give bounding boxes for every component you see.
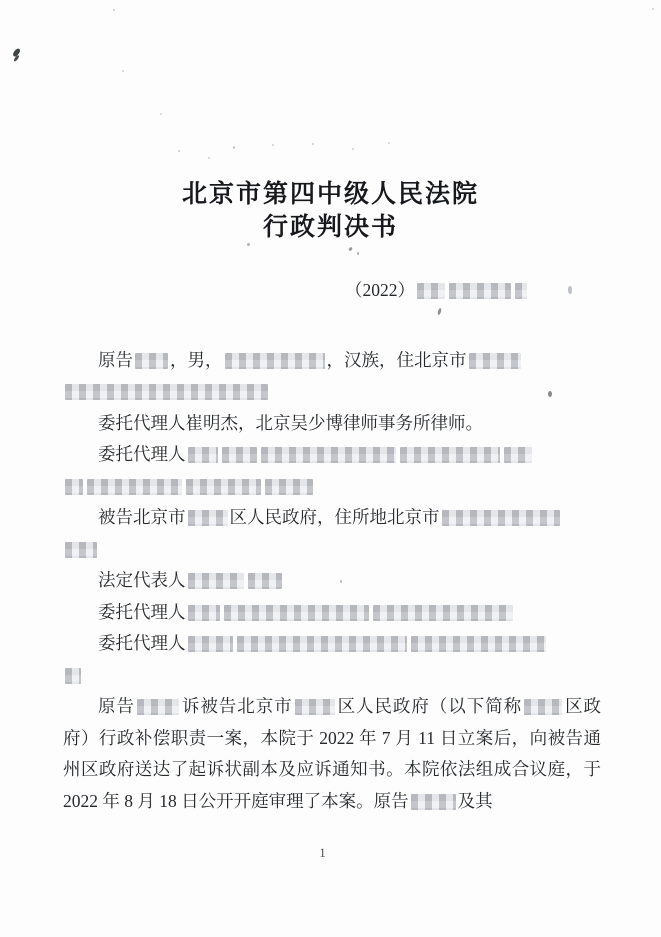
document-body (63, 275, 601, 817)
text-segment: ，汉族，住北京市 (326, 349, 467, 370)
text-segment: 及其 (457, 790, 493, 811)
redacted-text (261, 447, 396, 463)
scan-speckle (272, 144, 274, 146)
document-type: 行政判决书 (262, 214, 398, 241)
redacted-text (295, 699, 335, 715)
redacted-text (87, 479, 182, 495)
document-header (0, 0, 661, 244)
scan-speckle (178, 150, 180, 152)
scan-speckle (340, 580, 342, 583)
paragraph-plaintiff-agent-2 (63, 439, 601, 502)
redacted-text (524, 699, 562, 715)
redacted-text (186, 479, 261, 495)
text-segment: 原告 (98, 696, 135, 716)
redacted-text (65, 668, 81, 684)
paragraph-plaintiff-agent-1 (63, 408, 601, 440)
paragraph-plaintiff (63, 345, 601, 408)
text-segment: ，男， (170, 349, 223, 370)
text-segment: 委托代理人 (98, 633, 186, 653)
text-segment: 法定代表人 (98, 570, 186, 590)
scan-speckle (233, 146, 235, 149)
redacted-text (188, 510, 228, 526)
redacted-text (65, 479, 83, 495)
scan-speckle (247, 243, 250, 246)
redacted-text (65, 542, 97, 558)
text-segment: 诉被告北京市 (180, 696, 293, 716)
scan-speckle (113, 9, 115, 11)
scan-speckle (548, 391, 552, 397)
redacted-text (400, 447, 500, 463)
redacted-text (442, 510, 560, 526)
redacted-text (137, 699, 179, 715)
text-segment: 原告 (98, 349, 133, 370)
scan-speckle (208, 157, 210, 159)
scan-speckle (352, 148, 354, 150)
text-segment: （2022） (345, 280, 415, 300)
redacted-text (188, 447, 218, 463)
scan-speckle (652, 8, 654, 10)
court-name: 北京市第四中级人民法院 (181, 181, 479, 208)
redacted-text (188, 573, 244, 589)
redacted-text (265, 479, 313, 495)
text-segment: 委托代理人崔明杰，北京吴少博律师事务所律师。 (98, 412, 483, 433)
redacted-text (411, 794, 456, 810)
redacted-text (417, 283, 445, 299)
scan-speckle (568, 286, 572, 294)
redacted-text (504, 447, 532, 463)
redacted-text (411, 636, 546, 652)
scan-speckle (160, 113, 162, 115)
redacted-text (237, 636, 407, 652)
redacted-text (469, 353, 521, 369)
redacted-text (248, 573, 282, 589)
redacted-text (225, 353, 325, 369)
redacted-text (135, 353, 168, 369)
text-segment: 被告北京市 (98, 507, 186, 527)
redacted-text (373, 605, 513, 621)
case-number-line (345, 275, 601, 307)
redacted-text (188, 636, 233, 652)
redacted-text (515, 283, 527, 299)
paragraph-defendant (63, 502, 601, 565)
paragraph-defendant-agent-2 (63, 628, 601, 691)
text-segment: 区政府）行政补偿职责一案，本院于 2022 年 7 月 11 日立案后，向被告通州区政府送达了起诉状副本及应诉通知书。本院依法组成合议庭，于 2022 年 8 月 18 日公开开庭审理了本案。原告 (63, 696, 602, 811)
scan-speckle (348, 247, 353, 252)
text-segment: 委托代理人 (98, 444, 186, 464)
redacted-text (224, 605, 369, 621)
scan-speckle (388, 142, 390, 144)
text-segment: 区人民政府，住所地北京市 (229, 507, 440, 527)
redacted-text (449, 283, 511, 299)
redacted-text (222, 447, 257, 463)
paragraph-defendant-agent-1 (63, 597, 601, 629)
scan-speckle (357, 252, 359, 255)
scan-speckle (122, 70, 124, 72)
paragraph-legal-representative (63, 565, 601, 597)
scan-speckle (312, 143, 314, 145)
text-segment: 委托代理人 (98, 601, 186, 622)
redacted-text (65, 384, 268, 400)
text-segment: 区人民政府（以下简称 (336, 696, 523, 716)
paragraph-case-summary (63, 691, 601, 817)
redacted-text (188, 605, 220, 621)
page-number: 1 (319, 846, 326, 860)
